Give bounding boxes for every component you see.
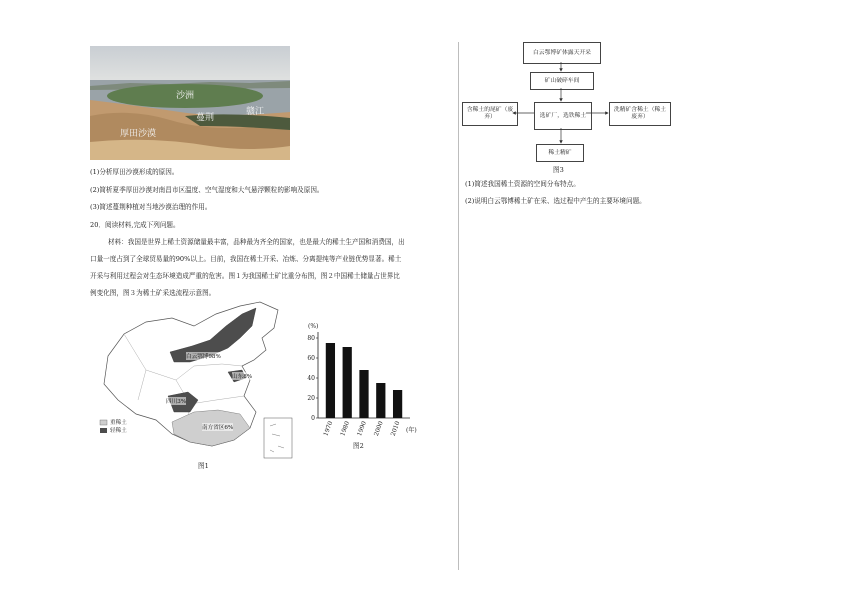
map-label-south: 南方省区6% — [202, 425, 234, 431]
question-20-heading: 20．阅读材料,完成下列问题。 — [90, 221, 180, 229]
y-tick-label: 40 — [307, 375, 315, 382]
y-tick-label: 60 — [307, 355, 315, 362]
photo-label-sand-island: 沙洲 — [176, 91, 195, 101]
legend-label-dark: 轻稀土 — [110, 428, 127, 434]
photo-label-river: 赣江 — [246, 107, 265, 117]
rare-earth-map — [94, 300, 300, 462]
map-label-sichuan: 四川3% — [166, 399, 187, 405]
x-tick-label: 1970 — [322, 420, 335, 438]
y-tick-label: 0 — [311, 415, 315, 422]
map-label-baiyun: 白云鄂博98% — [186, 354, 221, 360]
x-tick-label: 1980 — [339, 420, 352, 438]
question-19-2: (2)简析夏季厚田沙漠对南昌市区温度、空气湿度和大气悬浮颗粒的影响及原因。 — [90, 186, 324, 194]
y-tick-label: 20 — [307, 395, 315, 402]
legend-swatch-light — [100, 420, 107, 425]
figure-3-caption: 图3 — [553, 166, 564, 174]
figure-1-caption: 图1 — [198, 462, 209, 470]
flow-step-concentrator: 选矿厂，选铁稀土 — [534, 102, 592, 130]
x-axis-label: (年) — [406, 427, 417, 434]
x-tick-label: 2010 — [389, 420, 402, 438]
x-tick-label: 2000 — [372, 420, 385, 438]
flowchart-arrows — [455, 40, 675, 170]
desert-photo-graphic — [90, 46, 290, 160]
legend-swatch-dark — [100, 428, 107, 433]
question-19-1: (1)分析厚田沙漠形成的原因。 — [90, 168, 179, 176]
rare-earth-chart — [302, 314, 422, 438]
bar-chart-svg — [302, 314, 422, 438]
question-19-3: (3)简述蔓荆种植对当地沙漠治理的作用。 — [90, 203, 212, 211]
photo-label-desert: 厚田沙漠 — [120, 129, 157, 139]
material-line-1: 材料：我国是世界上稀土资源储量最丰富，品种最为齐全的国家，也是最大的稀土生产国和消费国，出 — [108, 238, 405, 246]
question-20-1: (1)简述我国稀土资源的空间分布特点。 — [465, 180, 580, 188]
bar-2010 — [393, 390, 402, 418]
desert-photo — [90, 46, 290, 160]
flow-step-tailings: 含稀土的尾矿（废弃） — [462, 102, 518, 126]
figure-2-caption: 图2 — [353, 442, 364, 450]
china-map-graphic — [94, 300, 300, 462]
south-china-sea-inset — [264, 418, 292, 458]
bar-1980 — [343, 347, 352, 418]
flow-step-iron-concentrate: 洗精矿含稀土（稀土废弃） — [609, 102, 671, 126]
legend-label-light: 重稀土 — [110, 420, 127, 426]
bar-1990 — [359, 370, 368, 418]
flow-step-mining: 白云鄂博矿体露天开采 — [523, 42, 601, 64]
bar-2000 — [376, 383, 385, 418]
material-line-2: 口量一度占到了全球贸易量的90%以上。目前，我国在稀土开采、冶炼、分离提纯等产业链优势显著。稀土 — [90, 255, 402, 263]
y-tick-label: 80 — [307, 335, 315, 342]
question-20-2: (2)说明白云鄂博稀土矿在采、选过程中产生的主要环境问题。 — [465, 197, 646, 205]
x-tick-label: 1990 — [356, 420, 368, 438]
photo-label-shrub: 蔓荆 — [196, 113, 215, 123]
flow-step-rare-earth-concentrate: 稀土精矿 — [536, 144, 584, 162]
material-line-3: 开采与利用过程会对生态环境造成严重的危害。图１为我国稀土矿比重分布图，图２中国稀土储量占世界比 — [90, 272, 400, 280]
flow-step-crushing: 矿山破碎车间 — [530, 72, 594, 90]
map-label-shandong: 山东8% — [232, 374, 253, 380]
y-axis-label: (%) — [308, 323, 319, 330]
bar-1970 — [326, 343, 335, 418]
material-line-4: 例变化图，图３为稀土矿采选流程示意图。 — [90, 289, 216, 297]
